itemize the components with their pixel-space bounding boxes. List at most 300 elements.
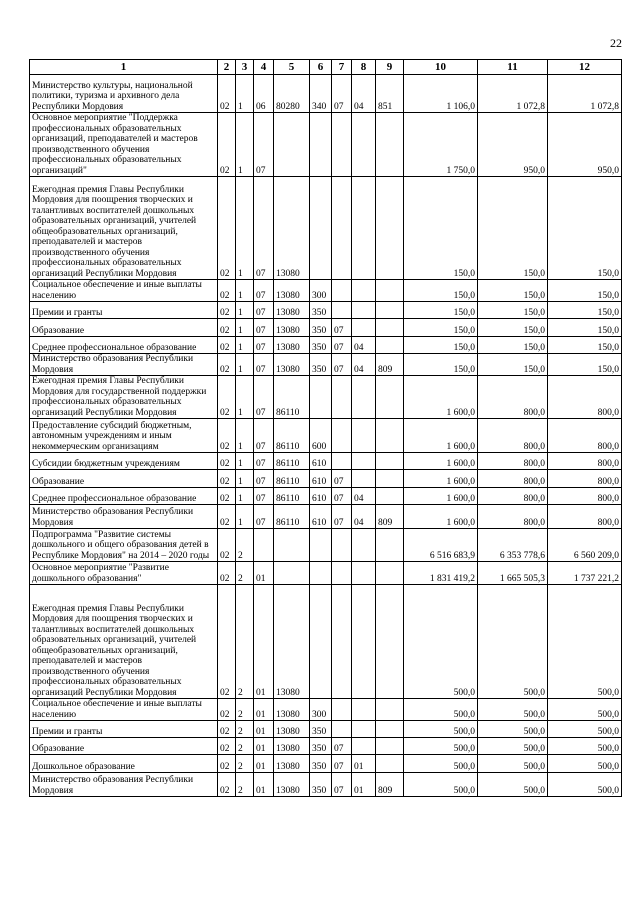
subprogram-code-cell: 2 bbox=[236, 738, 254, 755]
expense-type-cell: 300 bbox=[310, 699, 332, 721]
amount-col12-cell: 150,0 bbox=[548, 319, 622, 337]
expense-type-cell bbox=[310, 562, 332, 585]
subsection-code-cell: 04 bbox=[352, 75, 376, 113]
ministry-code-cell bbox=[376, 419, 404, 453]
table-header-row bbox=[30, 60, 622, 75]
amount-col10-cell: 150,0 bbox=[404, 280, 478, 302]
amount-col10-cell: 500,0 bbox=[404, 699, 478, 721]
subprogram-code-cell: 1 bbox=[236, 113, 254, 177]
direction-code-cell: 13080 bbox=[274, 354, 310, 376]
table-row bbox=[30, 755, 622, 773]
direction-code-cell: 13080 bbox=[274, 773, 310, 797]
expense-type-cell: 610 bbox=[310, 488, 332, 505]
activity-code-cell: 01 bbox=[254, 585, 274, 699]
amount-col11-cell: 150,0 bbox=[478, 177, 548, 280]
table-row bbox=[30, 738, 622, 755]
activity-code-cell: 01 bbox=[254, 773, 274, 797]
table-row bbox=[30, 505, 622, 529]
column-header: 12 bbox=[548, 60, 622, 75]
direction-code-cell: 86110 bbox=[274, 505, 310, 529]
row-name-cell: Социальное обеспечение и иные выплаты населению bbox=[30, 699, 218, 721]
program-code-cell: 02 bbox=[218, 280, 236, 302]
expense-type-cell: 350 bbox=[310, 755, 332, 773]
table-row bbox=[30, 470, 622, 488]
row-name-cell: Образование bbox=[30, 738, 218, 755]
expense-type-cell: 610 bbox=[310, 505, 332, 529]
amount-col12-cell: 500,0 bbox=[548, 738, 622, 755]
ministry-code-cell bbox=[376, 738, 404, 755]
direction-code-cell: 80280 bbox=[274, 75, 310, 113]
amount-col12-cell: 1 072,8 bbox=[548, 75, 622, 113]
column-header: 8 bbox=[352, 60, 376, 75]
amount-col10-cell: 500,0 bbox=[404, 585, 478, 699]
subsection-code-cell bbox=[352, 738, 376, 755]
expense-type-cell: 350 bbox=[310, 738, 332, 755]
activity-code-cell: 07 bbox=[254, 319, 274, 337]
row-name-cell: Министерство образования Республики Мордовия bbox=[30, 505, 218, 529]
direction-code-cell: 13080 bbox=[274, 280, 310, 302]
table-row bbox=[30, 75, 622, 113]
amount-col11-cell: 1 665 505,3 bbox=[478, 562, 548, 585]
program-code-cell: 02 bbox=[218, 505, 236, 529]
program-code-cell: 02 bbox=[218, 453, 236, 470]
expense-type-cell bbox=[310, 529, 332, 562]
section-code-cell: 07 bbox=[332, 505, 352, 529]
direction-code-cell: 86110 bbox=[274, 488, 310, 505]
section-code-cell bbox=[332, 113, 352, 177]
subprogram-code-cell: 2 bbox=[236, 585, 254, 699]
program-code-cell: 02 bbox=[218, 319, 236, 337]
amount-col11-cell: 150,0 bbox=[478, 337, 548, 354]
subsection-code-cell bbox=[352, 470, 376, 488]
direction-code-cell bbox=[274, 113, 310, 177]
table-row bbox=[30, 585, 622, 699]
column-header: 6 bbox=[310, 60, 332, 75]
amount-col10-cell: 150,0 bbox=[404, 302, 478, 319]
subprogram-code-cell: 2 bbox=[236, 755, 254, 773]
subsection-code-cell bbox=[352, 562, 376, 585]
section-code-cell bbox=[332, 302, 352, 319]
amount-col12-cell: 150,0 bbox=[548, 177, 622, 280]
amount-col12-cell: 800,0 bbox=[548, 453, 622, 470]
subsection-code-cell bbox=[352, 453, 376, 470]
ministry-code-cell: 851 bbox=[376, 75, 404, 113]
expense-type-cell bbox=[310, 585, 332, 699]
row-name-cell: Ежегодная премия Главы Республики Мордовия для поощрения творческих и талантливых воспитателей дошкольных образовательных организаций, учителей общеобразовательных организаций, преподавателей и мастеров производственного обучения профессиональных образовательных организаций Республики Мордовия bbox=[30, 177, 218, 280]
amount-col10-cell: 1 750,0 bbox=[404, 113, 478, 177]
amount-col12-cell: 800,0 bbox=[548, 470, 622, 488]
amount-col12-cell: 6 560 209,0 bbox=[548, 529, 622, 562]
section-code-cell: 07 bbox=[332, 488, 352, 505]
amount-col12-cell: 950,0 bbox=[548, 113, 622, 177]
activity-code-cell: 01 bbox=[254, 721, 274, 738]
amount-col11-cell: 500,0 bbox=[478, 773, 548, 797]
amount-col10-cell: 500,0 bbox=[404, 721, 478, 738]
section-code-cell bbox=[332, 529, 352, 562]
row-name-cell: Субсидии бюджетным учреждениям bbox=[30, 453, 218, 470]
subprogram-code-cell: 1 bbox=[236, 319, 254, 337]
table-row bbox=[30, 721, 622, 738]
table-row bbox=[30, 376, 622, 419]
activity-code-cell: 06 bbox=[254, 75, 274, 113]
column-header: 10 bbox=[404, 60, 478, 75]
amount-col12-cell: 150,0 bbox=[548, 280, 622, 302]
row-name-cell: Среднее профессиональное образование bbox=[30, 337, 218, 354]
ministry-code-cell bbox=[376, 302, 404, 319]
section-code-cell: 07 bbox=[332, 470, 352, 488]
direction-code-cell bbox=[274, 562, 310, 585]
row-name-cell: Министерство образования Республики Мордовия bbox=[30, 773, 218, 797]
amount-col10-cell: 150,0 bbox=[404, 177, 478, 280]
subprogram-code-cell: 1 bbox=[236, 470, 254, 488]
program-code-cell: 02 bbox=[218, 470, 236, 488]
ministry-code-cell bbox=[376, 755, 404, 773]
expense-type-cell: 350 bbox=[310, 337, 332, 354]
subprogram-code-cell: 2 bbox=[236, 562, 254, 585]
subprogram-code-cell: 1 bbox=[236, 280, 254, 302]
subsection-code-cell bbox=[352, 699, 376, 721]
amount-col11-cell: 500,0 bbox=[478, 585, 548, 699]
program-code-cell: 02 bbox=[218, 302, 236, 319]
program-code-cell: 02 bbox=[218, 721, 236, 738]
program-code-cell: 02 bbox=[218, 738, 236, 755]
table-row bbox=[30, 337, 622, 354]
column-header: 11 bbox=[478, 60, 548, 75]
table-row bbox=[30, 562, 622, 585]
amount-col12-cell: 500,0 bbox=[548, 699, 622, 721]
amount-col10-cell: 6 516 683,9 bbox=[404, 529, 478, 562]
ministry-code-cell: 809 bbox=[376, 773, 404, 797]
ministry-code-cell bbox=[376, 470, 404, 488]
ministry-code-cell bbox=[376, 453, 404, 470]
subsection-code-cell bbox=[352, 280, 376, 302]
subprogram-code-cell: 1 bbox=[236, 354, 254, 376]
subsection-code-cell: 04 bbox=[352, 337, 376, 354]
expense-type-cell: 350 bbox=[310, 302, 332, 319]
expense-type-cell: 350 bbox=[310, 319, 332, 337]
amount-col12-cell: 800,0 bbox=[548, 505, 622, 529]
subsection-code-cell: 04 bbox=[352, 354, 376, 376]
direction-code-cell: 13080 bbox=[274, 721, 310, 738]
ministry-code-cell bbox=[376, 699, 404, 721]
subprogram-code-cell: 1 bbox=[236, 419, 254, 453]
subprogram-code-cell: 2 bbox=[236, 529, 254, 562]
activity-code-cell: 07 bbox=[254, 470, 274, 488]
subprogram-code-cell: 2 bbox=[236, 721, 254, 738]
amount-col10-cell: 500,0 bbox=[404, 755, 478, 773]
amount-col11-cell: 950,0 bbox=[478, 113, 548, 177]
subprogram-code-cell: 2 bbox=[236, 773, 254, 797]
program-code-cell: 02 bbox=[218, 585, 236, 699]
amount-col12-cell: 150,0 bbox=[548, 337, 622, 354]
row-name-cell: Ежегодная премия Главы Республики Мордовия для государственной поддержки профессиональных образовательных организаций Республики Мордовия bbox=[30, 376, 218, 419]
amount-col11-cell: 800,0 bbox=[478, 470, 548, 488]
table-row bbox=[30, 529, 622, 562]
section-code-cell bbox=[332, 453, 352, 470]
subprogram-code-cell: 1 bbox=[236, 453, 254, 470]
expense-type-cell: 350 bbox=[310, 354, 332, 376]
table-row bbox=[30, 488, 622, 505]
activity-code-cell: 07 bbox=[254, 302, 274, 319]
amount-col11-cell: 500,0 bbox=[478, 738, 548, 755]
section-code-cell: 07 bbox=[332, 773, 352, 797]
amount-col11-cell: 800,0 bbox=[478, 453, 548, 470]
section-code-cell bbox=[332, 177, 352, 280]
expense-type-cell bbox=[310, 376, 332, 419]
row-name-cell: Ежегодная премия Главы Республики Мордовия для поощрения творческих и талантливых воспитателей дошкольных образовательных организаций, учителей общеобразовательных организаций, преподавателей и мастеров производственного обучения профессиональных образовательных организаций Республики Мордовия bbox=[30, 585, 218, 699]
activity-code-cell: 07 bbox=[254, 280, 274, 302]
subprogram-code-cell: 2 bbox=[236, 699, 254, 721]
amount-col10-cell: 1 106,0 bbox=[404, 75, 478, 113]
amount-col11-cell: 500,0 bbox=[478, 699, 548, 721]
subsection-code-cell bbox=[352, 302, 376, 319]
row-name-cell: Подпрограмма "Развитие системы дошкольного и общего образования детей в Республике Мордовия" на 2014 – 2020 годы bbox=[30, 529, 218, 562]
section-code-cell bbox=[332, 562, 352, 585]
amount-col12-cell: 800,0 bbox=[548, 419, 622, 453]
expense-type-cell bbox=[310, 113, 332, 177]
program-code-cell: 02 bbox=[218, 177, 236, 280]
table-row bbox=[30, 177, 622, 280]
subprogram-code-cell: 1 bbox=[236, 177, 254, 280]
row-name-cell: Социальное обеспечение и иные выплаты населению bbox=[30, 280, 218, 302]
subsection-code-cell bbox=[352, 529, 376, 562]
subprogram-code-cell: 1 bbox=[236, 75, 254, 113]
program-code-cell: 02 bbox=[218, 337, 236, 354]
direction-code-cell: 86110 bbox=[274, 419, 310, 453]
table-row bbox=[30, 113, 622, 177]
program-code-cell: 02 bbox=[218, 113, 236, 177]
amount-col11-cell: 500,0 bbox=[478, 721, 548, 738]
row-name-cell: Дошкольное образование bbox=[30, 755, 218, 773]
direction-code-cell: 86110 bbox=[274, 470, 310, 488]
section-code-cell bbox=[332, 280, 352, 302]
amount-col12-cell: 500,0 bbox=[548, 755, 622, 773]
subsection-code-cell bbox=[352, 113, 376, 177]
column-header: 5 bbox=[274, 60, 310, 75]
row-name-cell: Министерство культуры, национальной политики, туризма и архивного дела Республики Мордовия bbox=[30, 75, 218, 113]
expense-type-cell: 350 bbox=[310, 721, 332, 738]
subsection-code-cell: 01 bbox=[352, 773, 376, 797]
activity-code-cell: 01 bbox=[254, 699, 274, 721]
ministry-code-cell bbox=[376, 585, 404, 699]
program-code-cell: 02 bbox=[218, 562, 236, 585]
amount-col10-cell: 500,0 bbox=[404, 738, 478, 755]
ministry-code-cell: 809 bbox=[376, 505, 404, 529]
direction-code-cell: 13080 bbox=[274, 177, 310, 280]
activity-code-cell: 07 bbox=[254, 113, 274, 177]
subsection-code-cell: 04 bbox=[352, 505, 376, 529]
amount-col12-cell: 1 737 221,2 bbox=[548, 562, 622, 585]
activity-code-cell bbox=[254, 529, 274, 562]
direction-code-cell: 13080 bbox=[274, 337, 310, 354]
section-code-cell: 07 bbox=[332, 738, 352, 755]
subprogram-code-cell: 1 bbox=[236, 337, 254, 354]
table-row bbox=[30, 773, 622, 797]
amount-col10-cell: 1 600,0 bbox=[404, 488, 478, 505]
amount-col10-cell: 1 600,0 bbox=[404, 470, 478, 488]
row-name-cell: Среднее профессиональное образование bbox=[30, 488, 218, 505]
section-code-cell bbox=[332, 376, 352, 419]
section-code-cell bbox=[332, 699, 352, 721]
row-name-cell: Образование bbox=[30, 470, 218, 488]
program-code-cell: 02 bbox=[218, 699, 236, 721]
direction-code-cell: 13080 bbox=[274, 699, 310, 721]
activity-code-cell: 07 bbox=[254, 337, 274, 354]
direction-code-cell bbox=[274, 529, 310, 562]
amount-col12-cell: 500,0 bbox=[548, 585, 622, 699]
row-name-cell: Премии и гранты bbox=[30, 721, 218, 738]
column-header: 9 bbox=[376, 60, 404, 75]
row-name-cell: Министерство образования Республики Мордовия bbox=[30, 354, 218, 376]
direction-code-cell: 13080 bbox=[274, 302, 310, 319]
amount-col10-cell: 1 600,0 bbox=[404, 453, 478, 470]
row-name-cell: Образование bbox=[30, 319, 218, 337]
expense-type-cell: 340 bbox=[310, 75, 332, 113]
row-name-cell: Основное мероприятие "Поддержка профессиональных образовательных организаций, преподавателей и мастеров производственного обучения профессиональных образовательных организаций" bbox=[30, 113, 218, 177]
program-code-cell: 02 bbox=[218, 354, 236, 376]
subprogram-code-cell: 1 bbox=[236, 488, 254, 505]
table-row bbox=[30, 453, 622, 470]
amount-col11-cell: 800,0 bbox=[478, 488, 548, 505]
section-code-cell: 07 bbox=[332, 337, 352, 354]
subsection-code-cell: 01 bbox=[352, 755, 376, 773]
program-code-cell: 02 bbox=[218, 773, 236, 797]
activity-code-cell: 07 bbox=[254, 453, 274, 470]
subsection-code-cell bbox=[352, 585, 376, 699]
amount-col12-cell: 800,0 bbox=[548, 488, 622, 505]
amount-col10-cell: 1 600,0 bbox=[404, 419, 478, 453]
amount-col11-cell: 800,0 bbox=[478, 376, 548, 419]
amount-col12-cell: 500,0 bbox=[548, 773, 622, 797]
column-header: 2 bbox=[218, 60, 236, 75]
section-code-cell: 07 bbox=[332, 354, 352, 376]
amount-col11-cell: 1 072,8 bbox=[478, 75, 548, 113]
activity-code-cell: 07 bbox=[254, 376, 274, 419]
amount-col10-cell: 500,0 bbox=[404, 773, 478, 797]
column-header: 1 bbox=[30, 60, 218, 75]
ministry-code-cell bbox=[376, 337, 404, 354]
ministry-code-cell bbox=[376, 562, 404, 585]
amount-col10-cell: 150,0 bbox=[404, 337, 478, 354]
amount-col12-cell: 150,0 bbox=[548, 354, 622, 376]
section-code-cell: 07 bbox=[332, 755, 352, 773]
amount-col11-cell: 6 353 778,6 bbox=[478, 529, 548, 562]
ministry-code-cell bbox=[376, 376, 404, 419]
subsection-code-cell bbox=[352, 177, 376, 280]
amount-col11-cell: 150,0 bbox=[478, 354, 548, 376]
table-row bbox=[30, 319, 622, 337]
page-number: 22 bbox=[610, 36, 622, 50]
direction-code-cell: 13080 bbox=[274, 585, 310, 699]
ministry-code-cell bbox=[376, 113, 404, 177]
row-name-cell: Предоставление субсидий бюджетным, автономным учреждениям и иным некоммерческим организациям bbox=[30, 419, 218, 453]
ministry-code-cell bbox=[376, 488, 404, 505]
amount-col11-cell: 800,0 bbox=[478, 419, 548, 453]
budget-table bbox=[29, 59, 622, 797]
section-code-cell: 07 bbox=[332, 75, 352, 113]
activity-code-cell: 07 bbox=[254, 505, 274, 529]
subprogram-code-cell: 1 bbox=[236, 302, 254, 319]
row-name-cell: Премии и гранты bbox=[30, 302, 218, 319]
expense-type-cell: 610 bbox=[310, 453, 332, 470]
subsection-code-cell: 04 bbox=[352, 488, 376, 505]
program-code-cell: 02 bbox=[218, 376, 236, 419]
section-code-cell: 07 bbox=[332, 319, 352, 337]
program-code-cell: 02 bbox=[218, 529, 236, 562]
ministry-code-cell bbox=[376, 319, 404, 337]
ministry-code-cell bbox=[376, 721, 404, 738]
ministry-code-cell bbox=[376, 529, 404, 562]
direction-code-cell: 13080 bbox=[274, 319, 310, 337]
subsection-code-cell bbox=[352, 376, 376, 419]
amount-col11-cell: 500,0 bbox=[478, 755, 548, 773]
direction-code-cell: 13080 bbox=[274, 755, 310, 773]
amount-col10-cell: 150,0 bbox=[404, 354, 478, 376]
expense-type-cell: 300 bbox=[310, 280, 332, 302]
amount-col10-cell: 1 600,0 bbox=[404, 376, 478, 419]
program-code-cell: 02 bbox=[218, 488, 236, 505]
expense-type-cell: 610 bbox=[310, 470, 332, 488]
subsection-code-cell bbox=[352, 721, 376, 738]
table-row bbox=[30, 699, 622, 721]
activity-code-cell: 01 bbox=[254, 755, 274, 773]
ministry-code-cell bbox=[376, 280, 404, 302]
table-body bbox=[30, 75, 622, 797]
amount-col11-cell: 800,0 bbox=[478, 505, 548, 529]
subprogram-code-cell: 1 bbox=[236, 376, 254, 419]
amount-col11-cell: 150,0 bbox=[478, 302, 548, 319]
direction-code-cell: 86110 bbox=[274, 376, 310, 419]
activity-code-cell: 07 bbox=[254, 488, 274, 505]
program-code-cell: 02 bbox=[218, 75, 236, 113]
direction-code-cell: 13080 bbox=[274, 738, 310, 755]
subsection-code-cell bbox=[352, 419, 376, 453]
amount-col11-cell: 150,0 bbox=[478, 319, 548, 337]
amount-col12-cell: 150,0 bbox=[548, 302, 622, 319]
table-row bbox=[30, 419, 622, 453]
amount-col12-cell: 500,0 bbox=[548, 721, 622, 738]
table-row bbox=[30, 302, 622, 319]
table-row bbox=[30, 354, 622, 376]
activity-code-cell: 07 bbox=[254, 354, 274, 376]
activity-code-cell: 01 bbox=[254, 738, 274, 755]
column-header: 4 bbox=[254, 60, 274, 75]
amount-col10-cell: 150,0 bbox=[404, 319, 478, 337]
expense-type-cell: 600 bbox=[310, 419, 332, 453]
section-code-cell bbox=[332, 419, 352, 453]
amount-col11-cell: 150,0 bbox=[478, 280, 548, 302]
column-header: 7 bbox=[332, 60, 352, 75]
expense-type-cell: 350 bbox=[310, 773, 332, 797]
ministry-code-cell bbox=[376, 177, 404, 280]
direction-code-cell: 86110 bbox=[274, 453, 310, 470]
activity-code-cell: 07 bbox=[254, 419, 274, 453]
row-name-cell: Основное мероприятие "Развитие дошкольного образования" bbox=[30, 562, 218, 585]
amount-col10-cell: 1 831 419,2 bbox=[404, 562, 478, 585]
section-code-cell bbox=[332, 585, 352, 699]
expense-type-cell bbox=[310, 177, 332, 280]
program-code-cell: 02 bbox=[218, 755, 236, 773]
amount-col12-cell: 800,0 bbox=[548, 376, 622, 419]
table-row bbox=[30, 280, 622, 302]
activity-code-cell: 01 bbox=[254, 562, 274, 585]
subsection-code-cell bbox=[352, 319, 376, 337]
program-code-cell: 02 bbox=[218, 419, 236, 453]
ministry-code-cell: 809 bbox=[376, 354, 404, 376]
section-code-cell bbox=[332, 721, 352, 738]
activity-code-cell: 07 bbox=[254, 177, 274, 280]
subprogram-code-cell: 1 bbox=[236, 505, 254, 529]
